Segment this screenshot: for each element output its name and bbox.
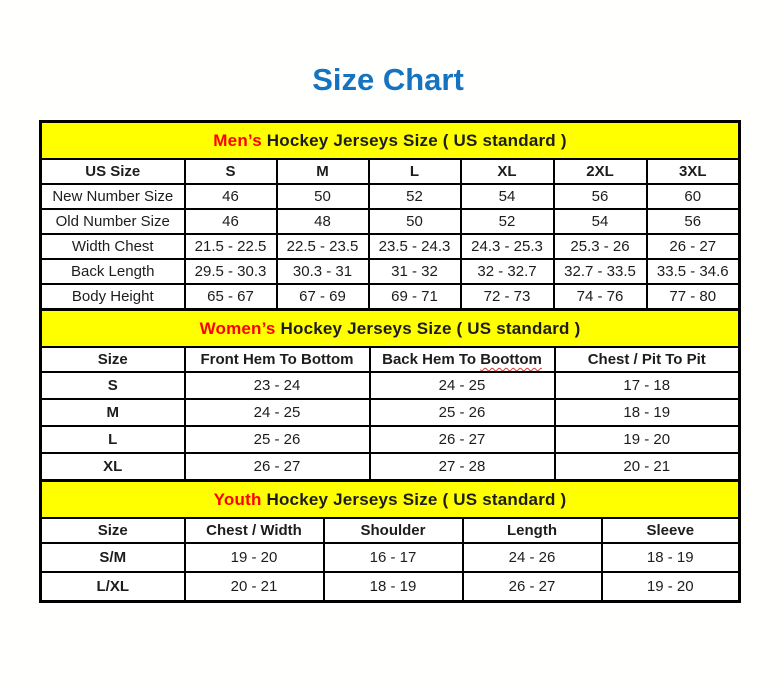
header-cell: Shoulder <box>324 518 463 543</box>
table-cell: 23.5 - 24.3 <box>369 234 461 259</box>
header-cell <box>370 347 555 372</box>
table-cell: 18 - 19 <box>555 399 740 426</box>
table-cell: 52 <box>369 184 461 209</box>
header-cell: 3XL <box>647 159 740 184</box>
table-cell: 16 - 17 <box>324 543 463 572</box>
table-cell: 46 <box>185 184 277 209</box>
table-row <box>41 453 740 481</box>
table-row <box>41 426 740 453</box>
row-label-cell: M <box>41 399 185 426</box>
table-cell: 54 <box>461 184 554 209</box>
table-cell: 69 - 71 <box>369 284 461 310</box>
table-cell: 77 - 80 <box>647 284 740 310</box>
table-cell: 60 <box>647 184 740 209</box>
header-cell: US Size <box>41 159 185 184</box>
table-cell: 48 <box>277 209 369 234</box>
table-cell: 20 - 21 <box>185 572 324 602</box>
table-cell: 26 - 27 <box>185 453 370 481</box>
table-cell: 24.3 - 25.3 <box>461 234 554 259</box>
youth-size-table <box>39 479 741 603</box>
row-label-cell: Width Chest <box>41 234 185 259</box>
mens-size-table <box>39 120 741 311</box>
womens-banner-row <box>41 310 740 348</box>
header-cell: Size <box>41 347 185 372</box>
table-row <box>41 399 740 426</box>
table-cell: 32 - 32.7 <box>461 259 554 284</box>
header-cell: Sleeve <box>602 518 740 543</box>
table-cell: 25.3 - 26 <box>554 234 647 259</box>
table-cell: 72 - 73 <box>461 284 554 310</box>
header-cell: XL <box>461 159 554 184</box>
table-cell: 56 <box>554 184 647 209</box>
mens-banner-highlight: Men’s <box>213 130 262 150</box>
womens-size-table <box>39 308 741 482</box>
row-label-cell: S <box>41 372 185 399</box>
youth-header-row <box>41 518 740 543</box>
table-cell: 17 - 18 <box>555 372 740 399</box>
row-label-cell: Old Number Size <box>41 209 185 234</box>
table-cell: 26 - 27 <box>370 426 555 453</box>
table-cell: 25 - 26 <box>185 426 370 453</box>
header-cell: Size <box>41 518 185 543</box>
table-cell: 24 - 25 <box>185 399 370 426</box>
header-cell: M <box>277 159 369 184</box>
table-cell: 20 - 21 <box>555 453 740 481</box>
table-cell: 30.3 - 31 <box>277 259 369 284</box>
table-cell: 26 - 27 <box>463 572 602 602</box>
table-row <box>41 234 740 259</box>
table-cell: 74 - 76 <box>554 284 647 310</box>
table-cell: 67 - 69 <box>277 284 369 310</box>
header-text: Back Hem To <box>382 351 481 368</box>
table-cell: 19 - 20 <box>185 543 324 572</box>
table-cell: 54 <box>554 209 647 234</box>
mens-banner-text: Hockey Jerseys Size ( US standard ) <box>261 130 567 150</box>
table-row <box>41 284 740 310</box>
womens-banner-highlight: Women’s <box>199 318 276 338</box>
youth-section-banner <box>41 481 740 519</box>
table-cell: 50 <box>369 209 461 234</box>
table-cell: 18 - 19 <box>602 543 740 572</box>
row-label-cell: S/M <box>41 543 185 572</box>
table-cell: 24 - 25 <box>370 372 555 399</box>
row-label-cell: New Number Size <box>41 184 185 209</box>
table-cell: 65 - 67 <box>185 284 277 310</box>
size-tables <box>39 120 738 603</box>
header-cell: Chest / Pit To Pit <box>555 347 740 372</box>
table-cell: 29.5 - 30.3 <box>185 259 277 284</box>
table-cell: 32.7 - 33.5 <box>554 259 647 284</box>
page-title: Size Chart <box>312 62 464 97</box>
header-cell: L <box>369 159 461 184</box>
row-label-cell: L/XL <box>41 572 185 602</box>
table-cell: 33.5 - 34.6 <box>647 259 740 284</box>
table-cell: 56 <box>647 209 740 234</box>
table-row <box>41 543 740 572</box>
row-label-cell: L <box>41 426 185 453</box>
table-cell: 19 - 20 <box>602 572 740 602</box>
table-row <box>41 572 740 602</box>
table-row <box>41 259 740 284</box>
table-cell: 50 <box>277 184 369 209</box>
womens-section-banner <box>41 310 740 348</box>
table-cell: 25 - 26 <box>370 399 555 426</box>
table-cell: 52 <box>461 209 554 234</box>
header-cell: Front Hem To Bottom <box>185 347 370 372</box>
table-cell: 46 <box>185 209 277 234</box>
table-row <box>41 209 740 234</box>
table-cell: 23 - 24 <box>185 372 370 399</box>
mens-header-row <box>41 159 740 184</box>
row-label-cell: Back Length <box>41 259 185 284</box>
table-cell: 22.5 - 23.5 <box>277 234 369 259</box>
table-cell: 18 - 19 <box>324 572 463 602</box>
header-cell: 2XL <box>554 159 647 184</box>
table-row <box>41 184 740 209</box>
table-row <box>41 372 740 399</box>
row-label-cell: XL <box>41 453 185 481</box>
table-cell: 21.5 - 22.5 <box>185 234 277 259</box>
youth-banner-text: Hockey Jerseys Size ( US standard ) <box>261 489 567 509</box>
header-cell: Length <box>463 518 602 543</box>
row-label-cell: Body Height <box>41 284 185 310</box>
table-cell: 26 - 27 <box>647 234 740 259</box>
table-cell: 19 - 20 <box>555 426 740 453</box>
womens-header-row <box>41 347 740 372</box>
youth-banner-row <box>41 481 740 519</box>
table-cell: 31 - 32 <box>369 259 461 284</box>
table-cell: 27 - 28 <box>370 453 555 481</box>
mens-banner-row <box>41 122 740 160</box>
youth-banner-highlight: Youth <box>213 489 262 509</box>
table-cell: 24 - 26 <box>463 543 602 572</box>
mens-section-banner <box>41 122 740 160</box>
header-cell: Chest / Width <box>185 518 324 543</box>
womens-banner-text: Hockey Jerseys Size ( US standard ) <box>275 318 581 338</box>
misspelled-word: Boottom <box>480 351 542 368</box>
header-cell: S <box>185 159 277 184</box>
